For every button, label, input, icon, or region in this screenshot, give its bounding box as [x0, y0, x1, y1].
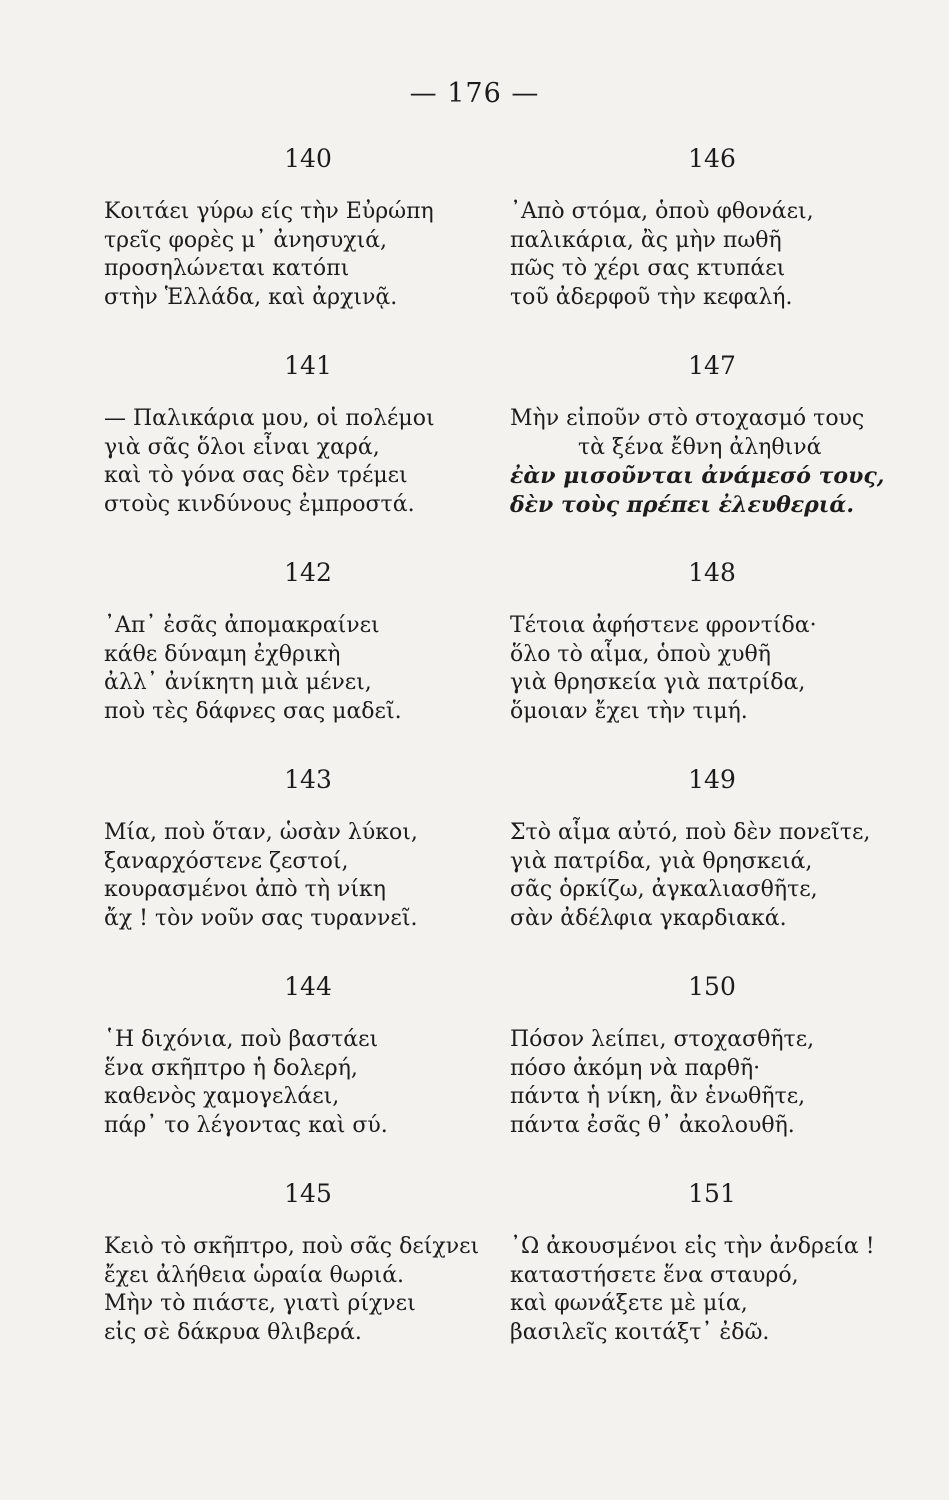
- stanza-number: 140: [284, 144, 332, 173]
- verse-line: προσηλώνεται κατόπι: [104, 256, 350, 281]
- stanza-148: [510, 556, 920, 763]
- stanza-number: 147: [688, 351, 736, 380]
- stanza-number: 142: [284, 558, 332, 587]
- verse-line: ἄχ ! τὸν νοῦν σας τυραννεῖ.: [104, 905, 418, 931]
- verse-line: πῶς τὸ χέρι σας κτυπάει: [510, 256, 786, 281]
- verse-line: εἰς σὲ δάκρυα θλιβερά.: [104, 1319, 362, 1345]
- verse-line: βασιλεῖς κοιτάξτ᾽ ἐδῶ.: [510, 1319, 770, 1345]
- stanza-number: 148: [688, 558, 736, 587]
- stanza-number: 141: [284, 351, 332, 380]
- verse-line: παλικάρια, ἂς μὴν πωθῆ: [510, 227, 782, 253]
- stanza-141: [104, 349, 504, 556]
- verse-line: ἕνα σκῆπτρο ἡ δολερή,: [104, 1055, 358, 1081]
- verse-line: καὶ φωνάξετε μὲ μία,: [510, 1291, 748, 1316]
- right-column: [510, 142, 920, 1384]
- verse-line: πόσο ἀκόμη νὰ παρθῆ·: [510, 1055, 761, 1081]
- verse-line: καθενὸς χαμογελάει,: [104, 1084, 340, 1109]
- stanza-number: 150: [688, 972, 736, 1001]
- stanza-149: [510, 763, 920, 970]
- verse-line: ἀλλ᾽ ἀνίκητη μιὰ μένει,: [104, 670, 372, 695]
- verse-line: ἔχει ἀλήθεια ὡραία θωριά.: [104, 1262, 405, 1288]
- verse-line: ᾽Απ᾽ ἐσᾶς ἀπομακραίνει: [104, 613, 380, 638]
- stanza-143: [104, 763, 504, 970]
- verse-line: γιὰ πατρίδα, γιὰ θρησκειά,: [510, 848, 813, 874]
- verse-line: ποὺ τὲς δάφνες σας μαδεῖ.: [104, 698, 402, 724]
- verse-line: ᾽Απὸ στόμα, ὁποὺ φθονάει,: [510, 199, 814, 224]
- verse-line: στὴν Ἑλλάδα, καὶ ἀρχινᾷ.: [104, 284, 398, 310]
- verse-line: τοῦ ἀδερφοῦ τὴν κεφαλή.: [510, 284, 793, 310]
- verse-line: σὰν ἀδέλφια γκαρδιακά.: [510, 905, 787, 931]
- verse-line: γιὰ θρησκεία γιὰ πατρίδα,: [510, 670, 806, 695]
- verse-line: κάθε δύναμη ἐχθρικὴ: [104, 641, 341, 667]
- verse-line: πάρ᾽ το λέγοντας καὶ σύ.: [104, 1112, 388, 1138]
- stanza-146: [510, 142, 920, 349]
- verse-line: τὰ ξένα ἔθνη ἀληθινά: [578, 434, 822, 460]
- stanza-number: 145: [284, 1179, 332, 1208]
- stanza-147: [510, 349, 920, 556]
- verse-line: γιὰ σᾶς ὅλοι εἶναι χαρά,: [104, 434, 380, 460]
- verse-line: Μία, ποὺ ὅταν, ὡσὰν λύκοι,: [104, 820, 418, 845]
- stanza-number: 146: [688, 144, 736, 173]
- verse-line: κουρασμένοι ἀπὸ τὴ νίκη: [104, 877, 386, 902]
- emphasized-verse-line: ἐὰν μισοῦνται ἀνάμεσό τους,: [510, 463, 885, 489]
- verse-line: — Παλικάρια μου, οἱ πολέμοι: [104, 406, 435, 431]
- verse-line: πάντα ἡ νίκη, ἂν ἑνωθῆτε,: [510, 1084, 806, 1109]
- stanza-number: 151: [688, 1179, 736, 1208]
- verse-line: ξαναρχόστενε ζεστοί,: [104, 848, 349, 874]
- stanza-142: [104, 556, 504, 763]
- stanza-number: 143: [284, 765, 332, 794]
- stanza-145: [104, 1177, 504, 1384]
- stanza-140: [104, 142, 504, 349]
- verse-line: σᾶς ὁρκίζω, ἀγκαλιασθῆτε,: [510, 877, 818, 902]
- stanza-number: 144: [284, 972, 332, 1001]
- verse-line: τρεῖς φορὲς μ᾽ ἀνησυχιά,: [104, 227, 388, 253]
- verse-line: ᾽Ω ἀκουσμένοι εἰς τὴν ἀνδρεία !: [510, 1234, 875, 1259]
- verse-line: στοὺς κινδύνους ἐμπροστά.: [104, 491, 415, 517]
- stanza-number: 149: [688, 765, 736, 794]
- verse-line: Πόσον λείπει, στοχασθῆτε,: [510, 1027, 815, 1052]
- verse-line: ὅμοιαν ἔχει τὴν τιμή.: [510, 698, 748, 724]
- verse-line: καὶ τὸ γόνα σας δὲν τρέμει: [104, 463, 408, 488]
- verse-line: ὅλο τὸ αἷμα, ὁποὺ χυθῆ: [510, 641, 771, 667]
- verse-line: ῾Η διχόνια, ποὺ βαστάει: [104, 1027, 379, 1052]
- verse-line: καταστήσετε ἕνα σταυρό,: [510, 1262, 799, 1288]
- verse-line: Κοιτάει γύρω είς τὴν Εὐρώπη: [104, 199, 434, 224]
- verse-line: Κειὸ τὸ σκῆπτρο, ποὺ σᾶς δείχνει: [104, 1234, 480, 1259]
- emphasized-verse-line: δὲν τοὺς πρέπει ἐλευθεριά.: [510, 491, 855, 518]
- left-column: [104, 142, 504, 1384]
- verse-line: Τέτοια ἀφήστενε φροντίδα·: [510, 613, 817, 638]
- page-number: — 176 —: [409, 78, 540, 109]
- stanza-150: [510, 970, 920, 1177]
- stanza-144: [104, 970, 504, 1177]
- stanza-151: [510, 1177, 920, 1384]
- verse-line: Μὴν εἰποῦν στὸ στοχασμό τους: [510, 406, 865, 431]
- verse-line: Στὸ αἷμα αὐτό, ποὺ δὲν πονεῖτε,: [510, 820, 871, 845]
- verse-line: πάντα ἐσᾶς θ᾽ ἀκολουθῆ.: [510, 1112, 795, 1138]
- verse-line: Μὴν τὸ πιάστε, γιατὶ ρίχνει: [104, 1291, 416, 1316]
